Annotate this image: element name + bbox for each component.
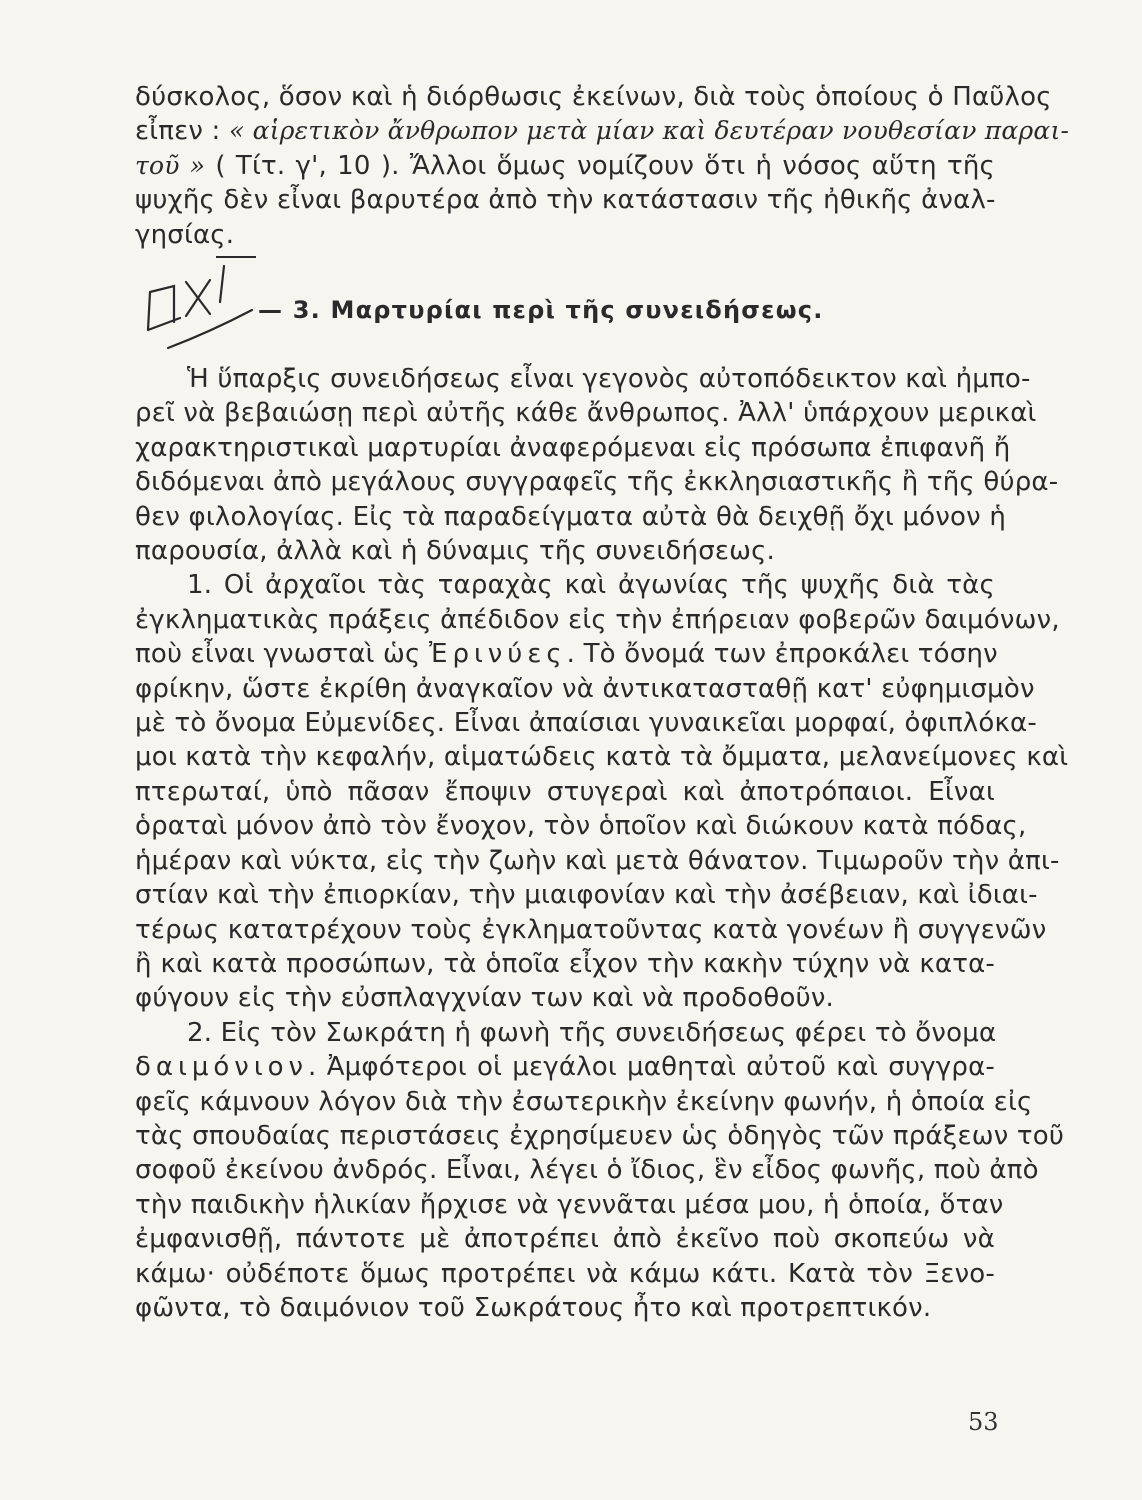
- page-number: 53: [968, 1408, 999, 1436]
- text-line: ὁραταὶ μόνον ἀπὸ τὸν ἔνοχον, τὸν ὁποῖον καὶ διώκουν κατὰ πόδας,: [135, 811, 1027, 842]
- handwritten-stamp: [140, 252, 260, 362]
- quotation: τοῦ »: [135, 150, 206, 180]
- text-line: κάμω· οὐδέποτε ὅμως προτρέπει νὰ κάμω κάτι. Κατὰ τὸν Ξενο-: [135, 1258, 995, 1289]
- text-line: θεν φιλολογίας. Εἰς τὰ παραδείγματα αὐτὰ θὰ δειχθῇ ὄχι μόνον ἡ: [135, 501, 1007, 532]
- text-line: 1. Οἱ ἀρχαῖοι τὰς ταραχὰς καὶ ἀγωνίας τῆς ψυχῆς διὰ τὰς: [187, 570, 995, 601]
- text-line: [135, 114, 1070, 148]
- spaced-term: δαιμόνιον: [135, 1052, 309, 1083]
- text-line: φρίκην, ὥστε ἐκρίθη ἀναγκαῖον νὰ ἀντικατασταθῇ κατ' εὐφημισμὸν: [135, 673, 1035, 704]
- text-line: μοι κατὰ τὴν κεφαλήν, αἱματώδεις κατὰ τὰ ὄμματα, μελανείμονες καὶ: [135, 742, 1069, 773]
- text-line: ἢ καὶ κατὰ προσώπων, τὰ ὁποῖα εἶχον τὴν κακὴν τύχην νὰ κατα-: [135, 948, 995, 979]
- text-line: γησίας.: [135, 219, 235, 250]
- text-line: χαρακτηριστικαὶ μαρτυρίαι ἀναφερόμεναι εἰς πρόσωπα ἐπιφανῆ ἤ: [135, 432, 1011, 463]
- text-line: τὰς σπουδαίας περιστάσεις ἐχρησίμευεν ὡς ὁδηγὸς τῶν πράξεων τοῦ: [135, 1120, 1065, 1151]
- text-line: ψυχῆς δὲν εἶναι βαρυτέρα ἀπὸ τὴν κατάστασιν τῆς ἠθικῆς ἀναλ-: [135, 185, 996, 216]
- text-line: ρεῖ νὰ βεβαιώσῃ περὶ αὐτῆς κάθε ἄνθρωπος. Ἀλλ' ὑπάρχουν μερικαὶ: [135, 398, 1037, 429]
- section-heading: — 3. Μαρτυρίαι περὶ τῆς συνειδήσεως.: [258, 296, 824, 324]
- text-run: ( Τίτ. γ', 10 ). Ἄλλοι ὅμως νομίζουν ὅτι ἡ νόσος αὕτη τῆς: [205, 150, 995, 181]
- text-line: παρουσία, ἀλλὰ καὶ ἡ δύναμις τῆς συνειδήσεως.: [135, 536, 776, 567]
- text-line: [135, 1050, 995, 1084]
- text-line: τὴν παιδικὴν ἡλικίαν ἤρχισε νὰ γεννᾶται μέσα μου, ἡ ὁποία, ὅταν: [135, 1189, 1004, 1220]
- text-line: πτερωταί, ὑπὸ πᾶσαν ἔποψιν στυγεραὶ καὶ ἀποτρόπαιοι. Εἶναι: [135, 776, 995, 807]
- text-run: . Τὸ ὄνομά των ἐπροκάλει τόσην: [566, 639, 998, 670]
- text-run: . Ἀμφότεροι οἱ μεγάλοι μαθηταὶ αὐτοῦ καὶ συγγρα-: [308, 1052, 995, 1083]
- stamp-text: ΟΧΙ: [140, 360, 142, 361]
- spaced-term: Ἐρινύες: [428, 639, 567, 670]
- text-line: φύγουν εἰς τὴν εὐσπλαγχνίαν των καὶ νὰ προδοθοῦν.: [135, 983, 835, 1014]
- text-line: ἡμέραν καὶ νύκτα, εἰς τὴν ζωὴν καὶ μετὰ θάνατον. Τιμωροῦν τὴν ἀπι-: [135, 845, 1060, 876]
- text-line: σοφοῦ ἐκείνου ἀνδρός. Εἶναι, λέγει ὁ ἴδιος, ἓν εἶδος φωνῆς, ποὺ ἀπὸ: [135, 1155, 1039, 1186]
- text-line: [135, 149, 995, 183]
- text-line: φεῖς κάμνουν λόγον διὰ τὴν ἐσωτερικὴν ἐκείνην φωνήν, ἡ ὁποία εἰς: [135, 1086, 1033, 1117]
- quotation: « αἱρετικὸν ἄνθρωπον μετὰ μίαν καὶ δευτέραν νουθεσίαν παραι-: [228, 116, 1070, 146]
- text-line: δύσκολος, ὅσον καὶ ἡ διόρθωσις ἐκείνων, διὰ τοὺς ὁποίους ὁ Παῦλος: [135, 82, 1052, 112]
- text-line: 2. Εἰς τὸν Σωκράτη ἡ φωνὴ τῆς συνειδήσεως φέρει τὸ ὄνομα: [187, 1017, 997, 1048]
- text-run: ποὺ εἶναι γνωσταὶ ὡς: [135, 639, 429, 670]
- text-run: εἶπεν :: [135, 116, 229, 147]
- text-line: Ἡ ὕπαρξις συνειδήσεως εἶναι γεγονὸς αὐτοπόδεικτον καὶ ἠμπο-: [187, 364, 1031, 394]
- text-line: στίαν καὶ τὴν ἐπιορκίαν, τὴν μιαιφονίαν καὶ τὴν ἀσέβειαν, καὶ ἰδιαι-: [135, 880, 1038, 911]
- text-line: ἐμφανισθῇ, πάντοτε μὲ ἀποτρέπει ἀπὸ ἐκεῖνο ποὺ σκοπεύω νὰ: [135, 1224, 995, 1255]
- intro-paragraph: [135, 80, 1070, 252]
- pen-underline: [216, 256, 256, 258]
- text-line: μὲ τὸ ὄνομα Εὐμενίδες. Εἶναι ἀπαίσιαι γυναικεῖαι μορφαί, ὀφιπλόκα-: [135, 708, 1037, 739]
- main-body: [135, 362, 1069, 1325]
- text-line: διδόμεναι ἀπὸ μεγάλους συγγραφεῖς τῆς ἐκκλησιαστικῆς ἢ τῆς θύρα-: [135, 467, 1059, 498]
- text-line: [135, 637, 998, 671]
- text-line: τέρως κατατρέχουν τοὺς ἐγκληματοῦντας κατὰ γονέων ἢ συγγενῶν: [135, 914, 1047, 945]
- text-line: ἐγκληματικὰς πράξεις ἀπέδιδον εἰς τὴν ἐπήρειαν φοβερῶν δαιμόνων,: [135, 604, 1060, 635]
- text-line: φῶντα, τὸ δαιμόνιον τοῦ Σωκράτους ἦτο καὶ προτρεπτικόν.: [135, 1292, 932, 1323]
